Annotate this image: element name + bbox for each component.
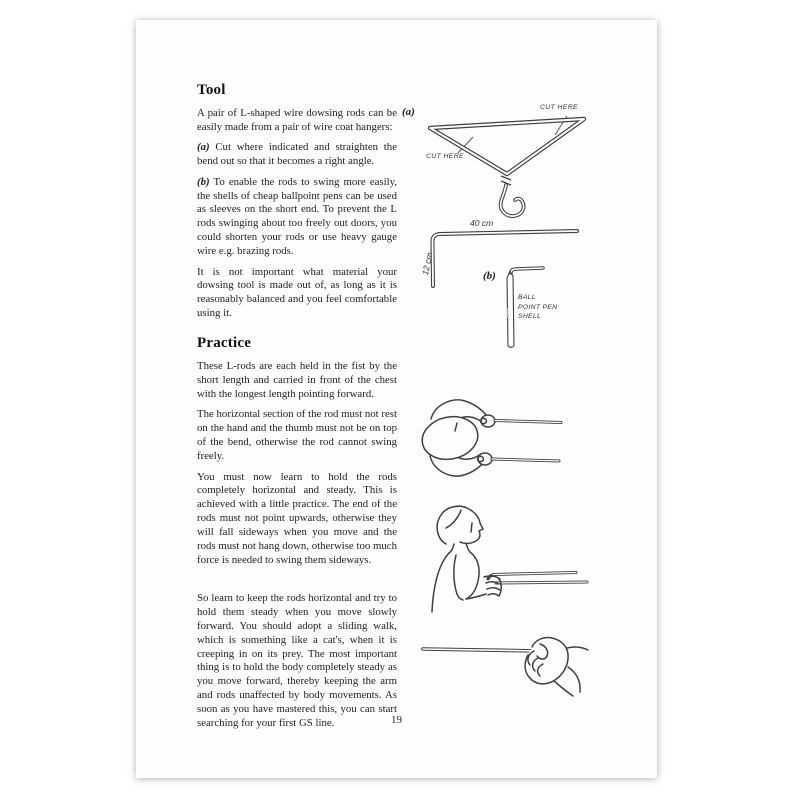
paragraph — [197, 176, 397, 259]
section-heading-practice: Practice — [197, 335, 252, 352]
cut-here-label-top: CUT HERE — [540, 104, 578, 111]
pen-shell-label-line1: BALL — [518, 294, 536, 301]
top-view-figure — [401, 395, 566, 483]
pen-shell-label-line2: POINT PEN — [518, 303, 558, 311]
figure-b-label: (b) — [483, 270, 496, 282]
hand-grip-figure — [416, 635, 596, 705]
pen-shell-drawing — [476, 260, 556, 360]
paragraph: So learn to keep the rods horizontal and try to hold them steady when you move slowly forward. You should adopt a sliding walk, which is something like a cat's, when it is creeping in on its prey. The most important thing is to hold the body completely steady as you move forward, thereby keeping the arm and rods unaffected by body movements. As soon as you have mastered this, you can start searching for your first GS line. — [197, 591, 397, 730]
side-view-drawing — [426, 503, 591, 620]
pen-shell-figure — [476, 260, 556, 360]
pen-shell-label-line3: SHELL — [518, 313, 542, 321]
list-marker-a: (a) — [197, 141, 210, 154]
page-number: 19 — [391, 714, 402, 726]
paragraph: These L-rods are each held in the fist by the short length and carried in front of the chest with the longest length pointing forward. — [197, 360, 397, 400]
rod-length-label: 40 cm — [470, 218, 494, 228]
top-view-drawing — [401, 395, 566, 483]
cut-here-label-left: CUT HERE — [426, 153, 464, 160]
paragraph — [197, 141, 397, 169]
section-heading-tool: Tool — [197, 82, 226, 98]
text-column — [197, 82, 397, 737]
paragraph: A pair of L-shaped wire dowsing rods can be easily made from a pair of wire coat hangers: — [197, 107, 397, 133]
paragraph-text: To enable the rods to swing more easily, the shells of cheap ballpoint pens can be used as sleeves on the short end. To prevent the L rods swinging about too freely out doors, you could shorten your rods or use heavy gauge wire e.g. brazing rods. — [197, 175, 397, 258]
paragraph-text: Cut where indicated and straighten the bend out so that it becomes a right angle. — [197, 141, 397, 168]
book-page — [136, 20, 657, 778]
figure-a-label: (a) — [402, 106, 415, 118]
hand-grip-drawing — [416, 635, 596, 705]
side-view-figure — [426, 503, 591, 620]
coat-hanger-drawing — [396, 100, 596, 225]
list-marker-b: (b) — [197, 175, 210, 188]
paragraph: It is not important what material your dowsing tool is made out of, as long as it is reasonably balanced and you feel comfortable using it. — [197, 265, 397, 320]
rod-height-label: 12 cm — [420, 251, 435, 277]
paragraph: You must now learn to hold the rods completely horizontal and steady. This is achieved with a little practice. The end of the rods must not point upwards, otherwise they will fall sideways when you move and the rods must not hang down, otherwise too much force is needed to swing them sideways. — [197, 470, 397, 566]
coat-hanger-figure — [396, 100, 596, 225]
paragraph: The horizontal section of the rod must not rest on the hand and the thumb must not be on top of the bend, otherwise the rod cannot swing freely. — [197, 408, 397, 463]
